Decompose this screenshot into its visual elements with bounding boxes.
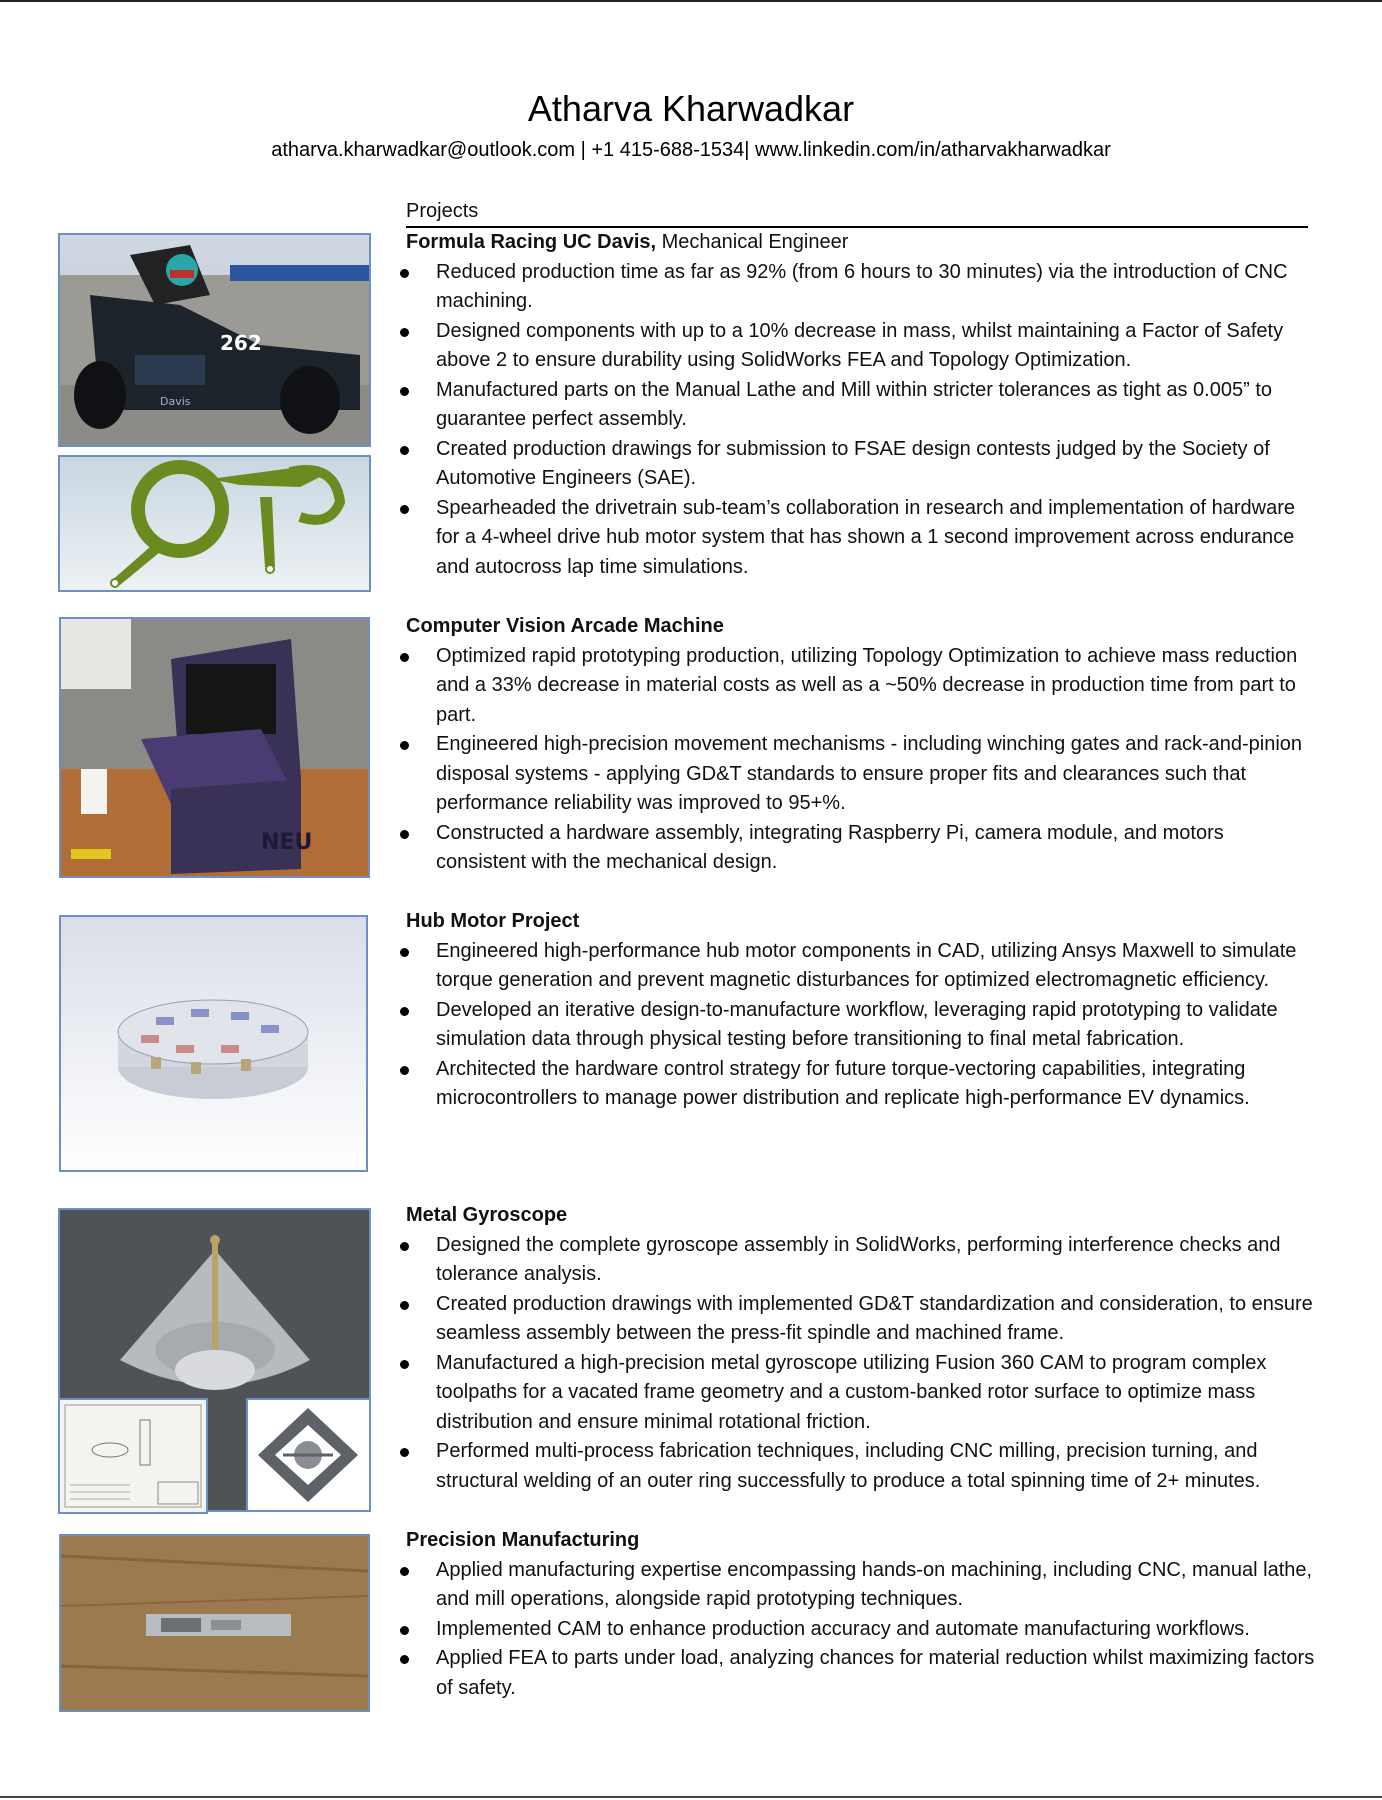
- bullet-list: [406, 258, 1316, 583]
- bullet-dot: [400, 1066, 409, 1075]
- resume-name: Atharva Kharwadkar: [527, 88, 855, 129]
- bullet-list: [406, 1556, 1316, 1704]
- topology-part-render: [58, 455, 371, 592]
- bullet-list: [406, 642, 1316, 878]
- list-item: Engineered high-precision movement mechanisms - including winching gates and rack-and-pinion disposal systems - applying GD&T standards to ensure proper fits and clearances such that performance reliability was improved to 95+%.: [406, 730, 1316, 819]
- bullet-dot: [400, 387, 409, 396]
- list-item: Reduced production time as far as 92% (from 6 hours to 30 minutes) via the introduction of CNC machining.: [406, 258, 1316, 317]
- list-item: Spearheaded the drivetrain sub-team’s collaboration in research and implementation of hardware for a 4-wheel drive hub motor system that has shown a 1 second improvement across endurance and autocross lap time simulations.: [406, 494, 1316, 583]
- project-precision-manufacturing: [406, 1526, 1316, 1703]
- bullet-dot: [400, 1567, 409, 1576]
- project-metal-gyroscope: [406, 1201, 1316, 1496]
- bullet-dot: [400, 269, 409, 278]
- list-item: Engineered high-performance hub motor components in CAD, utilizing Ansys Maxwell to simulate torque generation and prevent magnetic disturbances for optimized electromagnetic efficiency.: [406, 937, 1316, 996]
- linkedin-link[interactable]: www.linkedin.com/in/atharvakharwadkar: [755, 139, 1111, 161]
- list-item: Designed components with up to a 10% decrease in mass, whilst maintaining a Factor of Safety above 2 to ensure durability using SolidWorks FEA and Topology Optimization.: [406, 317, 1316, 376]
- project-formula-racing: [406, 228, 1316, 582]
- list-item: Developed an iterative design-to-manufacture workflow, leveraging rapid prototyping to validate simulation data through physical testing before transitioning to final metal fabrication.: [406, 996, 1316, 1055]
- list-item: Architected the hardware control strategy for future torque-vectoring capabilities, integrating microcontrollers to manage power distribution and replicate high-performance EV dynamics.: [406, 1055, 1316, 1114]
- car-number-text: 262: [220, 331, 262, 355]
- project-title: [406, 907, 1316, 937]
- list-item: Optimized rapid prototyping production, utilizing Topology Optimization to achieve mass reduction and a 33% decrease in material costs as well as a ~50% decrease in production time from part to part.: [406, 642, 1316, 731]
- project-role: Mechanical Engineer: [656, 231, 849, 253]
- list-item: Created production drawings for submission to FSAE design contests judged by the Society of Automotive Engineers (SAE).: [406, 435, 1316, 494]
- list-item: Implemented CAM to enhance production accuracy and automate manufacturing workflows.: [406, 1615, 1316, 1645]
- bullet-dot: [400, 1655, 409, 1664]
- list-item: Constructed a hardware assembly, integrating Raspberry Pi, camera module, and motors consistent with the mechanical design.: [406, 819, 1316, 878]
- contact-line: [0, 139, 1382, 162]
- list-item: Manufactured parts on the Manual Lathe and Mill within stricter tolerances as tight as 0.005” to guarantee perfect assembly.: [406, 376, 1316, 435]
- project-title: [406, 1526, 1316, 1556]
- arcade-machine-photo: [59, 617, 370, 878]
- bullet-list: [406, 1231, 1316, 1497]
- project-title: [406, 612, 1316, 642]
- bullet-dot: [400, 741, 409, 750]
- phone-number[interactable]: +1 415-688-1534: [591, 139, 745, 161]
- bullet-dot: [400, 830, 409, 839]
- project-title: [406, 228, 1316, 258]
- machined-part-photo: [59, 1534, 370, 1712]
- bullet-dot: [400, 1360, 409, 1369]
- bullet-dot: [400, 1448, 409, 1457]
- bullet-dot: [400, 1007, 409, 1016]
- section-title-projects: Projects: [406, 200, 479, 222]
- project-name: Hub Motor Project: [406, 910, 580, 932]
- project-name: Precision Manufacturing: [406, 1529, 640, 1551]
- project-arcade-machine: [406, 612, 1316, 878]
- gyroscope-frame-inset: [246, 1398, 371, 1512]
- bullet-dot: [400, 1242, 409, 1251]
- bullet-list: [406, 937, 1316, 1114]
- bullet-dot: [400, 505, 409, 514]
- list-item: Created production drawings with implemented GD&T standardization and consideration, to ensure seamless assembly between the press-fit spindle and machined frame.: [406, 1290, 1316, 1349]
- race-car-photo: [58, 233, 371, 447]
- bullet-dot: [400, 948, 409, 957]
- contact-separator: |: [744, 139, 756, 161]
- page-bottom-rule: [0, 1796, 1382, 1798]
- list-item: Applied FEA to parts under load, analyzing chances for material reduction whilst maximizing factors of safety.: [406, 1644, 1316, 1703]
- bullet-dot: [400, 1626, 409, 1635]
- project-hub-motor: [406, 907, 1316, 1114]
- project-name: Metal Gyroscope: [406, 1204, 568, 1226]
- car-brand-text: Davis: [160, 395, 191, 408]
- arcade-cabinet-text: NEU: [261, 830, 313, 855]
- email-link[interactable]: atharva.kharwadkar@outlook.com: [271, 139, 576, 161]
- list-item: Applied manufacturing expertise encompassing hands-on machining, including CNC, manual lathe, and mill operations, alongside rapid prototyping techniques.: [406, 1556, 1316, 1615]
- list-item: Manufactured a high-precision metal gyroscope utilizing Fusion 360 CAM to program complex toolpaths for a vacated frame geometry and a custom-banked rotor surface to optimize mass distribution and ensure minimal rotational friction.: [406, 1349, 1316, 1438]
- hub-motor-cad-render: [59, 915, 368, 1172]
- bullet-dot: [400, 328, 409, 337]
- list-item: Performed multi-process fabrication techniques, including CNC milling, precision turning, and structural welding of an outer ring successfully to produce a total spinning time of 2+ minutes.: [406, 1437, 1316, 1496]
- bullet-dot: [400, 446, 409, 455]
- project-name: Computer Vision Arcade Machine: [406, 615, 724, 637]
- project-title: [406, 1201, 1316, 1231]
- project-name: Formula Racing UC Davis,: [406, 231, 657, 253]
- contact-separator: |: [575, 139, 592, 161]
- gyroscope-drawing-inset: [58, 1398, 208, 1514]
- bullet-dot: [400, 1301, 409, 1310]
- page-top-rule: [0, 0, 1382, 2]
- bullet-dot: [400, 653, 409, 662]
- list-item: Designed the complete gyroscope assembly in SolidWorks, performing interference checks and tolerance analysis.: [406, 1231, 1316, 1290]
